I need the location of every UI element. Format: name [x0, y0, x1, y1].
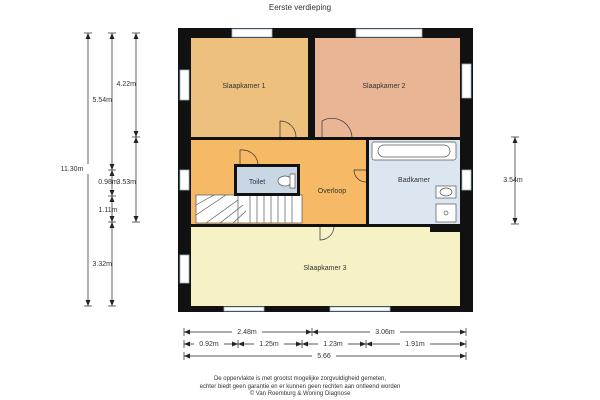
dim-bottom-total: 5.66 [317, 353, 331, 360]
label-slaapkamer-2: Slaapkamer 2 [362, 83, 406, 90]
dim-bottom-3-06: 3.06m [375, 329, 395, 336]
disclaimer-line-3: © Van Roemburg & Woning Diagnose [249, 391, 351, 397]
dim-bottom-1-25: 1.25m [259, 341, 279, 348]
dim-left-3-53: 3.53m [116, 179, 136, 186]
dim-bottom-1-91: 1.91m [405, 341, 425, 348]
dim-left-4-22: 4.22m [116, 81, 136, 88]
floor-title: Eerste verdieping [268, 3, 332, 12]
label-slaapkamer-1: Slaapkamer 1 [222, 83, 266, 90]
dim-left-5-54: 5.54m [92, 97, 112, 104]
dim-left-3-32: 3.32m [92, 261, 112, 268]
sink [436, 186, 456, 198]
disclaimer-line-2: echter biedt geen garantie en er kunnen geen rechten aan ontleend worden [199, 383, 401, 390]
shower-floor [436, 204, 456, 222]
disclaimer-line-1: De oppervlakte is met grootst mogelijke zorgvuldigheid gemeten, [213, 376, 387, 382]
label-slaapkamer-3: Slaapkamer 3 [303, 265, 347, 272]
dim-bottom-2-48: 2.48m [237, 329, 257, 336]
dim-bottom-1-23: 1.23m [323, 341, 343, 348]
label-toilet: Toilet [248, 179, 266, 186]
bathtub [372, 142, 456, 160]
dim-left-0-98: 0.98m [98, 179, 118, 186]
dim-total-height: 11.30m [60, 166, 84, 173]
disclaimer [150, 376, 450, 399]
label-overloop: Overloop [317, 188, 347, 195]
dim-left-1-11: 1.11m [98, 207, 118, 214]
staircase [196, 195, 302, 223]
label-badkamer: Badkamer [398, 177, 430, 184]
dim-bottom-0-92: 0.92m [199, 341, 219, 348]
dim-right-3-54: 3.54m [503, 177, 523, 184]
